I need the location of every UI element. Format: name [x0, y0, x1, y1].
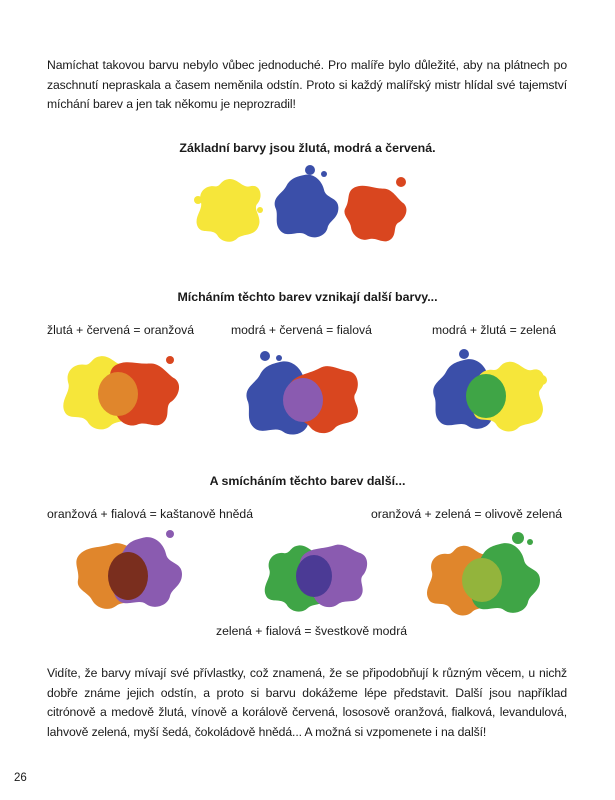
red-splash	[343, 168, 409, 246]
mix-equation-chestnut-brown: oranžová + fialová = kaštanově hnědá	[47, 507, 253, 521]
orange-mix-splash	[58, 346, 188, 436]
page-number: 26	[14, 772, 27, 784]
plum-blue-mix-splash	[262, 532, 368, 618]
mix-equation-green: modrá + žlutá = zelená	[432, 323, 556, 337]
olive-green-mix-splash	[420, 530, 550, 622]
yellow-splash	[190, 170, 266, 242]
mix-equation-orange: žlutá + červená = oranžová	[47, 323, 195, 337]
chestnut-brown-mix-splash	[70, 528, 188, 618]
green-mix-splash	[428, 346, 552, 440]
mix-equation-plum-blue: zelená + fialová = švestkově modrá	[216, 624, 408, 638]
intro-paragraph: Namíchat takovou barvu nebylo vůbec jednoduché. Pro malíře bylo důležité, aby na plátnech po zaschnutí nepraskala a časem neměnila odstín. Proto si každý malířský mistr hlídal své tajemství míchání barev a jen tak někomu je neprozradil!	[47, 58, 567, 111]
mix-equation-olive-green: oranžová + zelená = olivově zelená	[371, 507, 563, 521]
blue-splash	[272, 162, 342, 242]
outro-paragraph: Vidíte, že barvy mívají své přívlastky, což znamená, že se připodobňují k různým věcem, u nichž dobře známe jejich odstín, a proto si barvu dokážeme lépe představit. Další jsou například citrónově a medově žlutá, vínově a korálově červená, lososově oranžová, fialková, levandulová, lahvově zelená, myší šedá, čokoládově hnědá... A možná si vzpomenete i na další!	[47, 666, 567, 739]
purple-mix-splash	[243, 350, 363, 446]
primary-colors-heading: Základní barvy jsou žlutá, modrá a červená.	[179, 141, 436, 155]
secondary-colors-heading: Mícháním těchto barev vznikají další barvy...	[177, 290, 438, 304]
mix-equation-purple: modrá + červená = fialová	[231, 323, 372, 337]
tertiary-colors-heading: A smícháním těchto barev další...	[209, 474, 406, 488]
